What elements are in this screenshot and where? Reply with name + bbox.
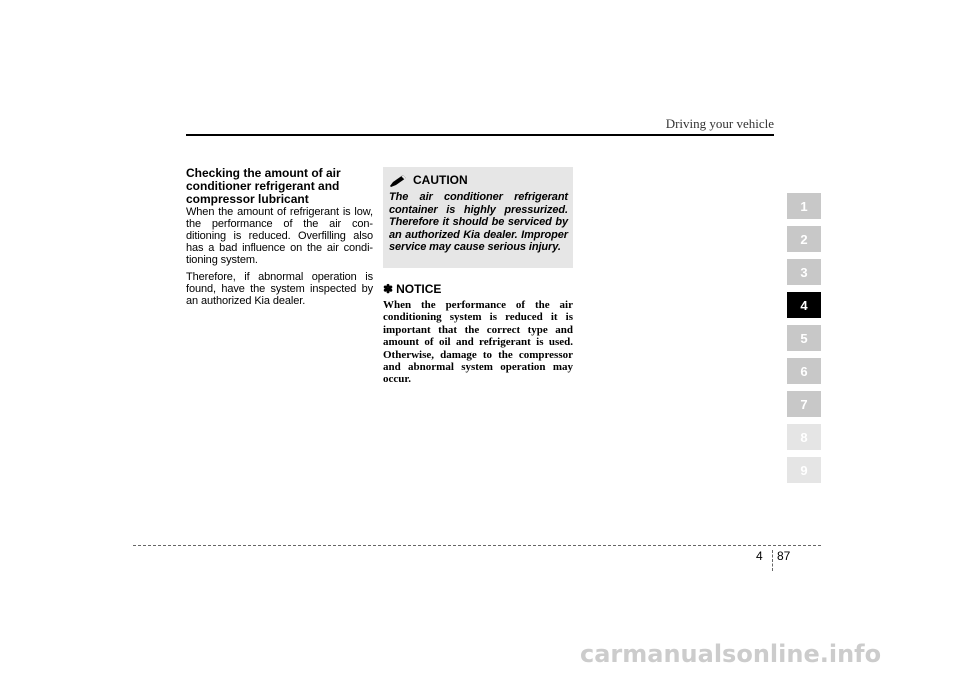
notice-header [383,281,573,297]
chapter-tab-7[interactable]: 7 [787,391,821,417]
watermark: carmanualsonline.info [580,640,882,668]
chapter-tab-2[interactable]: 2 [787,226,821,252]
notice-mark-icon: ✽ [383,282,394,296]
section-heading: Checking the amount of air conditioner refrigerant and compressor lubricant [186,166,341,206]
notice-title: NOTICE [396,282,442,296]
pencil-icon [389,174,407,186]
chapter-tab-5[interactable]: 5 [787,325,821,351]
chapter-tab-3[interactable]: 3 [787,259,821,285]
caution-header [389,172,568,188]
notice-block [383,281,573,386]
caution-box [383,167,573,268]
header-rule [186,134,774,136]
page-chapter-number: 4 [756,549,763,563]
chapter-tabs [787,193,821,490]
footer-rule [133,545,821,546]
running-header: Driving your vehicle [665,116,774,131]
chapter-tab-9[interactable]: 9 [787,457,821,483]
page-number: 87 [777,549,791,563]
chapter-tab-4[interactable]: 4 [787,292,821,318]
chapter-tab-6[interactable]: 6 [787,358,821,384]
chapter-tab-1[interactable]: 1 [787,193,821,219]
section-column [186,167,373,307]
caution-title: CAUTION [413,173,468,187]
caution-text: The air conditioner refrigerant container is highly pressurized. Therefore it should be serviced by an authorized Kia dealer. Improper service may cause serious injury. [389,191,568,254]
notice-text: When the performance of the air conditioning system is reduced it is important that the correct type and amount of oil and refrigerant is used. Otherwise, damage to the compressor and abnormal system operation may occur. [383,299,573,386]
section-paragraph-2: Therefore, if abnormal operation is found, have the system inspected by an authorized Kia dealer. [186,271,373,307]
footer-divider [772,550,773,571]
chapter-tab-8[interactable]: 8 [787,424,821,450]
section-paragraph-1: When the amount of refrigerant is low, the performance of the air con- ditioning is reduced. Overfilling also has a bad influence on the air condi- tioning system. [186,206,373,266]
